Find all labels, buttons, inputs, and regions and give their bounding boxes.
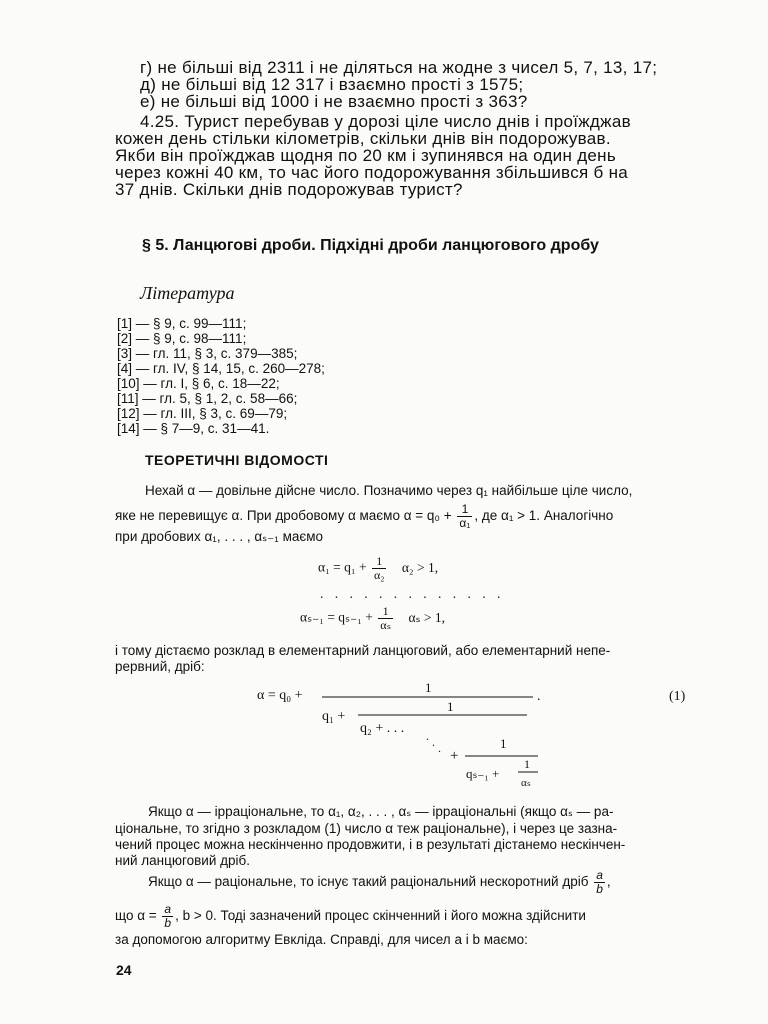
paragraph-line: при дробових α₁, . . . , αₛ₋₁ маємо — [115, 529, 324, 544]
page-number: 24 — [116, 962, 132, 978]
literature-item: [10] — гл. I, § 6, с. 18—22; — [117, 376, 280, 391]
cf-ellipsis-dot: . — [432, 735, 435, 749]
formula-dots: . . . . . . . . . . . . . — [320, 586, 505, 601]
paragraph-line: Якщо α — раціональне, то існує такий раціональний нескоротний дріб $\frac{a}{b}$ , — [148, 868, 611, 896]
cf-q1: q₁ + — [322, 709, 346, 724]
cf-plus: + — [450, 748, 459, 764]
formula-alpha1: α₁ = q₁ + $\frac{1}{\text{α₂}}$ α₂ > 1, — [318, 554, 439, 582]
cf-ellipsis-dot: . — [426, 729, 429, 743]
paragraph-line: ціональне, то згідно з розкладом (1) число α теж раціональне), і через це зазна- — [115, 821, 618, 836]
cf-numerator: 1 — [500, 736, 507, 751]
cf-numerator: 1 — [524, 757, 530, 771]
paragraph-line: яке не перевищує α. При дробовому α маємо α = q₀ + $\frac{1}{\text{α₁}}$ , де α₁ > 1. Аналогічно — [115, 502, 614, 530]
equation-number: (1) — [669, 689, 686, 704]
paragraph-line: і тому дістаємо розклад в елементарний ланцюговий, або елементарний непе- — [115, 643, 611, 658]
literature-item: [12] — гл. III, § 3, с. 69—79; — [117, 406, 288, 421]
cf-ellipsis-dot: . — [438, 741, 441, 755]
cf-period: . — [537, 689, 541, 704]
cf-q2: q₂ + . . . — [360, 721, 405, 736]
cf-numerator: 1 — [425, 680, 432, 695]
literature-item: [2] — § 9, с. 98—111; — [117, 331, 247, 346]
literature-item: [4] — гл. IV, § 14, 15, с. 260—278; — [117, 361, 325, 376]
fraction: $\frac{1}{\text{α₁}}$ — [459, 502, 471, 530]
literature-heading: Література — [140, 283, 235, 303]
problem-line: 37 днів. Скільки днів подорожував турист? — [115, 180, 463, 199]
exercise-item-e: е) не більші від 1000 і не взаємно прості з 363? — [140, 92, 528, 111]
paragraph-line: ний ланцюговий дріб. — [115, 853, 250, 868]
paragraph-line: рервний, дріб: — [115, 659, 205, 674]
cf-alpha-s: αₛ — [521, 777, 531, 789]
paragraph-line: чений процес можна нескінченно продовжити, і в результаті дістанемо нескінчен- — [115, 837, 626, 852]
cf-qs1: qₛ₋₁ + — [466, 766, 500, 781]
exercise-item-g: г) не більші від 2311 і не діляться на жодне з чисел 5, 7, 13, 17; — [140, 58, 658, 77]
literature-item: [11] — гл. 5, § 1, 2, с. 58—66; — [117, 391, 298, 406]
fraction-a-over-b: $\frac{a}{b}$ — [596, 868, 603, 896]
theory-heading: ТЕОРЕТИЧНІ ВІДОМОСТІ — [145, 452, 329, 468]
problem-line: 4.25. Турист перебував у дорозі ціле число днів і проїжджав — [140, 112, 631, 131]
fraction-a-over-b: $\frac{a}{b}$ — [164, 902, 172, 930]
paragraph-line: за допомогою алгоритму Евкліда. Справді, для чисел a і b маємо: — [115, 932, 528, 947]
exercise-item-d: д) не більші від 12 317 і взаємно прості з 1575; — [140, 75, 524, 94]
problem-line: Якби він проїжджав щодня по 20 км і зупинявся на один день — [115, 146, 617, 165]
literature-item: [1] — § 9, с. 99—111; — [117, 316, 247, 331]
paragraph-line: Якщо α — ірраціональне, то α₁, α₂, . . . , αₛ — ірраціональні (якщо αₛ — ра- — [148, 804, 614, 819]
paragraph-line: що α = $\frac{a}{b}$ , b > 0. Тоді зазначений процес скінченний і його можна здійснити — [115, 902, 586, 930]
cf-numerator: 1 — [447, 699, 454, 714]
problem-line: кожен день стільки кілометрів, скільки днів він подорожував. — [115, 129, 611, 148]
cf-lhs: α = q₀ + — [257, 688, 303, 703]
literature-item: [14] — § 7—9, с. 31—41. — [117, 421, 270, 436]
problem-line: через кожні 40 км, то час його подорожування збільшився б на — [115, 163, 629, 182]
formula-alpha-s1: αₛ₋₁ = qₛ₋₁ + $\frac{1}{\text{αₛ}}$ αₛ > 1, — [300, 604, 446, 632]
paragraph-line: Нехай α — довільне дійсне число. Позначимо через q₁ найбільше ціле число, — [145, 483, 633, 498]
literature-item: [3] — гл. 11, § 3, с. 379—385; — [117, 346, 298, 361]
section-title: § 5. Ланцюгові дроби. Підхідні дроби ланцюгового дробу — [142, 237, 599, 254]
